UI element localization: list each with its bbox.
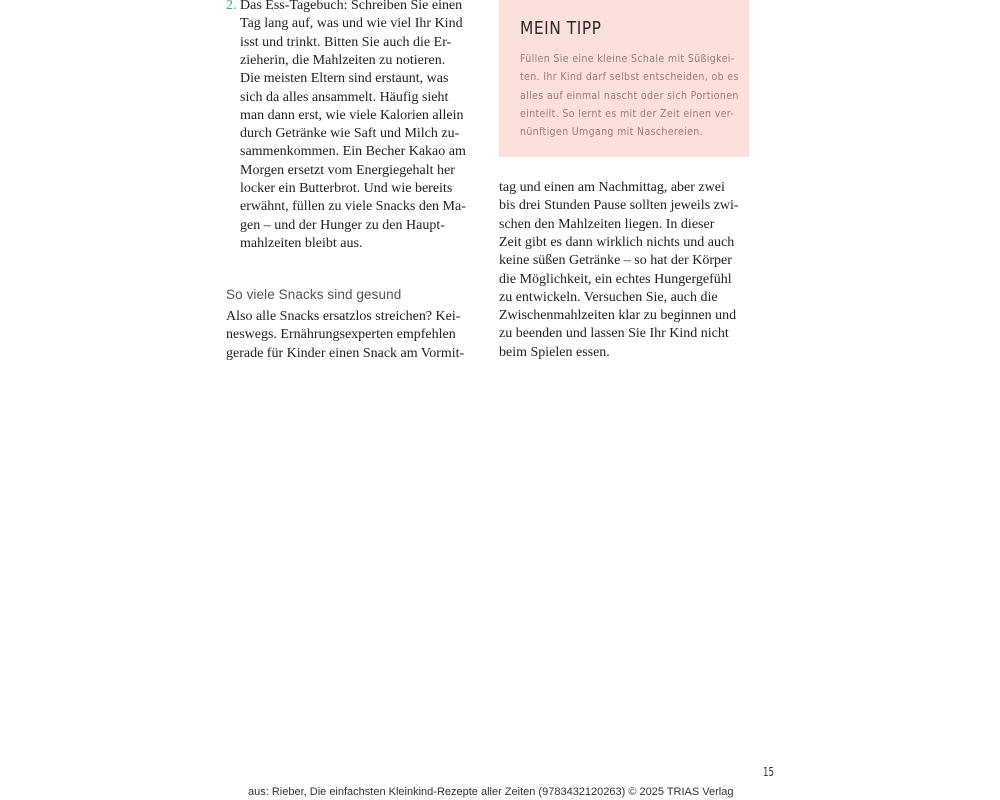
body-text-line: Zeit gibt es dann wirklich nichts und auch <box>499 234 735 250</box>
body-text-line: Also alle Snacks ersatzlos streichen? Kei- <box>226 309 461 324</box>
tip-text-line: einteilt. So lernt es mit der Zeit einen ver- <box>520 106 735 120</box>
list-item-line: isst und trinkt. Bitten Sie auch die Er- <box>240 34 452 50</box>
body-text-line: gerade für Kinder einen Snack am Vormit- <box>226 345 465 361</box>
body-text-line: Zwischenmahlzeiten klar zu beginnen und <box>499 308 737 324</box>
tip-text-line: ten. Ihr Kind darf selbst entscheiden, ob es <box>520 70 739 84</box>
list-item-line: Tag lang auf, was und wie viel Ihr Kind <box>240 16 463 32</box>
body-text-line: zu entwickeln. Versuchen Sie, auch die <box>499 289 718 305</box>
list-item-line: Die meisten Eltern sind erstaunt, was <box>240 71 449 87</box>
body-text-line: zu beenden und lassen Sie Ihr Kind nicht <box>499 326 729 342</box>
body-text-line: keine süßen Getränke – so hat der Körper <box>499 253 732 269</box>
list-item-line: man dann erst, wie viele Kalorien allein <box>240 107 464 123</box>
page-number: 15 <box>763 765 774 779</box>
list-item-line: Morgen ersetzt vom Energiegehalt her <box>240 162 455 178</box>
body-text-line: tag und einen am Nachmittag, aber zwei <box>499 180 725 195</box>
tip-text-line: alles auf einmal nascht oder sich Portionen <box>520 88 739 102</box>
list-item-line: mahlzeiten bleibt aus. <box>240 235 363 251</box>
list-item-line: zieherin, die Mahlzeiten zu notieren. <box>240 52 446 68</box>
section-subheading: So viele Snacks sind gesund <box>226 287 402 302</box>
list-item-line: locker ein Butterbrot. Und wie bereits <box>240 181 453 196</box>
tip-text-line: Füllen Sie eine kleine Schale mit Süßigkei- <box>520 52 735 65</box>
body-text-line: bis drei Stunden Pause sollten jeweils zwi- <box>499 198 739 214</box>
list-item-line: durch Getränke wie Saft und Milch zu- <box>240 126 460 142</box>
body-text-line: schen den Mahlzeiten liegen. In dieser <box>499 216 715 232</box>
tip-text-line: nünftigen Umgang mit Naschereien. <box>520 125 703 139</box>
list-item-line: sammenkommen. Ein Becher Kakao am <box>240 144 466 160</box>
body-text-line: neswegs. Ernährungsexperten empfehlen <box>226 327 456 343</box>
list-item-line: Das Ess-Tagebuch: Schreiben Sie einen <box>240 0 463 13</box>
tip-title: MEIN TIPP <box>520 18 602 39</box>
list-item-line: gen – und der Hunger zu den Haupt- <box>240 217 445 233</box>
list-item-line: sich da alles ansammelt. Häufig sieht <box>240 89 449 105</box>
body-text-line: beim Spielen essen. <box>499 344 610 360</box>
list-number: 2. <box>226 0 237 13</box>
source-citation: aus: Rieber, Die einfachsten Kleinkind-Rezepte aller Zeiten (9783432120263) © 2025 TRIAS Verlag <box>248 786 734 798</box>
body-text-line: die Möglichkeit, ein echtes Hungergefühl <box>499 271 732 287</box>
list-item-line: erwähnt, füllen zu viele Snacks den Ma- <box>240 199 466 215</box>
